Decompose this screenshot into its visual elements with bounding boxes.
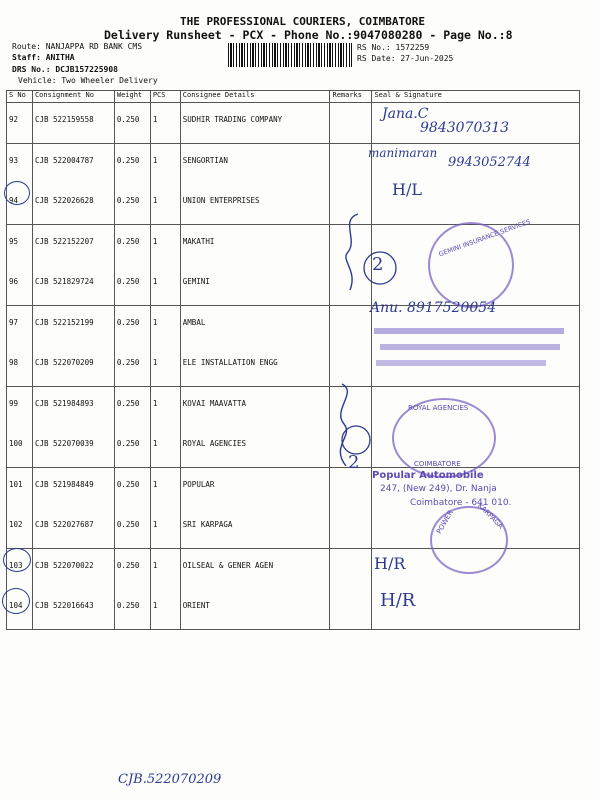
table-row [7,184,580,225]
cell-sno: 95 [7,224,33,265]
rs-number: RS No.: 1572259 [357,43,430,52]
cell-pcs: 1 [150,103,180,144]
cell-pcs: 1 [150,184,180,225]
col-remarks: Remarks [330,91,372,103]
cell-remarks [330,103,372,144]
cell-pcs: 1 [150,224,180,265]
signature-2-name: manimaran [368,146,438,160]
royal-stamp-bottom: COIMBATORE [414,460,461,468]
cell-sno: 101 [7,467,33,508]
cell-consignment: CJB 522159558 [32,103,114,144]
cell-pcs: 1 [150,548,180,589]
cell-consignee: SENGORTIAN [180,143,330,184]
cell-consignee: MAKATHI [180,224,330,265]
table-row [7,386,580,427]
col-consignee: Consignee Details [180,91,330,103]
cell-pcs: 1 [150,346,180,387]
popular-stamp-1: Popular Automobile [372,470,484,481]
cell-pcs: 1 [150,305,180,346]
cell-weight: 0.250 [114,265,150,306]
hr-mark-2: H/R [380,590,416,611]
cell-consignment: CJB 522070022 [32,548,114,589]
runsheet-title: Delivery Runsheet - PCX - Phone No.:9047080280 - Page No.:8 [104,28,513,42]
col-pcs: PCS [150,91,180,103]
cell-consignee: UNION ENTERPRISES [180,184,330,225]
brace-mark-2 [322,380,402,470]
cell-remarks [330,143,372,184]
signature-1-name: Jana.C [382,106,429,122]
row-103-circle [3,548,31,572]
cell-weight: 0.250 [114,184,150,225]
cell-sno: 104 [7,589,33,630]
cell-weight: 0.250 [114,589,150,630]
cell-consignee: ROYAL AGENCIES [180,427,330,468]
count-2-b: 2 [348,452,360,473]
cell-remarks [330,467,372,508]
staff-label: Staff: ANITHA [12,53,75,62]
cell-remarks [330,548,372,589]
drs-label: DRS No.: DCJB157225908 [12,65,118,74]
cell-weight: 0.250 [114,103,150,144]
cell-pcs: 1 [150,143,180,184]
cell-remarks [330,508,372,549]
company-name: THE PROFESSIONAL COURIERS, COIMBATORE [180,15,426,28]
cell-sno: 102 [7,508,33,549]
cell-consignment: CJB 521829724 [32,265,114,306]
cell-pcs: 1 [150,589,180,630]
cell-consignment: CJB 522027687 [32,508,114,549]
cell-pcs: 1 [150,467,180,508]
smudged-seal [370,320,570,380]
cell-consignment: CJB 522152207 [32,224,114,265]
table-header [7,91,580,103]
cell-consignment: CJB 521984849 [32,467,114,508]
col-weight: Weight [114,91,150,103]
cell-consignment: CJB 522152199 [32,305,114,346]
cell-sno: 99 [7,386,33,427]
cell-consignment: CJB 522070209 [32,346,114,387]
cell-weight: 0.250 [114,548,150,589]
cell-sno: 103 [7,548,33,589]
cell-consignee: KOVAI MAAVATTA [180,386,330,427]
signature-2-phone: 9943052744 [448,155,531,170]
cell-sno: 93 [7,143,33,184]
karpaga-stamp-power: POWER [435,508,455,536]
cell-sno: 96 [7,265,33,306]
cell-consignee: ELE INSTALLATION ENGG [180,346,330,387]
footer-note: CJB.522070209 [118,772,222,787]
cell-weight: 0.250 [114,467,150,508]
cell-pcs: 1 [150,386,180,427]
col-consignment: Consignment No [32,91,114,103]
cell-weight: 0.250 [114,305,150,346]
cell-consignment: CJB 522026628 [32,184,114,225]
cell-weight: 0.250 [114,508,150,549]
signature-3: Anu. 8917520054 [370,300,497,316]
count-2-a: 2 [372,254,384,275]
barcode [228,43,352,67]
col-seal: Seal & Signature [372,91,580,103]
cell-weight: 0.250 [114,386,150,427]
cell-consignment: CJB 522004787 [32,143,114,184]
row-94-circle [4,181,30,205]
cell-consignee: GEMINI [180,265,330,306]
cell-consignee: SRI KARPAGA [180,508,330,549]
cell-weight: 0.250 [114,427,150,468]
cell-pcs: 1 [150,508,180,549]
cell-consignee: OILSEAL & GENER AGEN [180,548,330,589]
cell-consignee: SUDHIR TRADING COMPANY [180,103,330,144]
cell-consignment: CJB 522016643 [32,589,114,630]
cell-remarks [330,305,372,346]
cell-pcs: 1 [150,265,180,306]
vehicle-label: Vehicle: Two Wheeler Delivery [18,76,158,85]
cell-weight: 0.250 [114,346,150,387]
cell-consignee: ORIENT [180,589,330,630]
gemini-stamp-text: GEMINI INSURANCE SERVICES [437,217,532,259]
cell-consignee: AMBAL [180,305,330,346]
cell-weight: 0.250 [114,224,150,265]
col-sno: S No [7,91,33,103]
cell-sno: 100 [7,427,33,468]
cell-consignment: CJB 521984893 [32,386,114,427]
brace-mark-1 [328,210,408,296]
karpaga-stamp-name: KARPAGA [475,501,505,531]
rs-date: RS Date: 27-Jun-2025 [357,54,454,63]
route-label: Route: NANJAPPA RD BANK CMS [12,42,143,51]
cell-pcs: 1 [150,427,180,468]
row-104-circle [2,588,30,614]
royal-stamp-top: ROYAL AGENCIES [408,404,469,412]
cell-remarks [330,589,372,630]
cell-consignment: CJB 522070039 [32,427,114,468]
cell-sno: 92 [7,103,33,144]
signature-1-phone: 9843070313 [420,120,510,136]
cell-weight: 0.250 [114,143,150,184]
popular-stamp-3: Coimbatore - 641 010. [410,498,512,508]
cell-sno: 97 [7,305,33,346]
cell-sno: 98 [7,346,33,387]
hl-mark: H/L [392,180,422,199]
popular-stamp-2: 247, (New 249), Dr. Nanja [380,484,497,494]
cell-consignee: POPULAR [180,467,330,508]
table-row [7,589,580,630]
cell-sno: 94 [7,184,33,225]
hr-mark-1: H/R [374,554,406,573]
